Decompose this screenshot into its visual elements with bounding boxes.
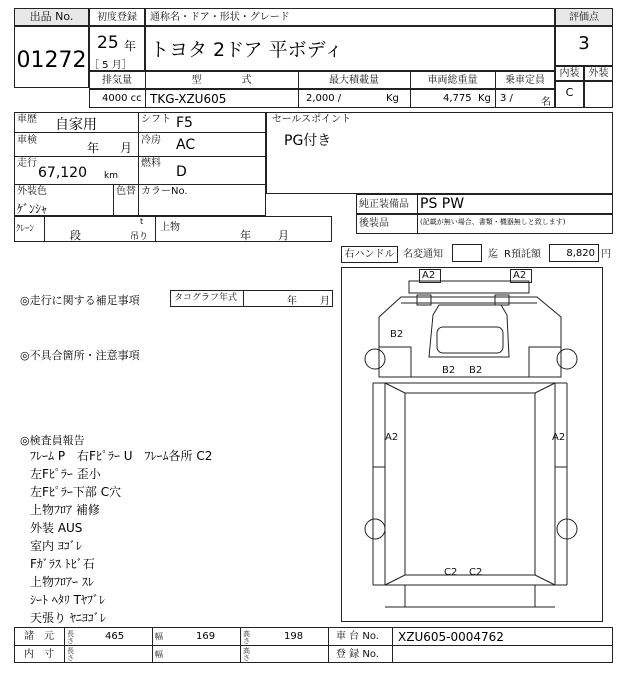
length: 465 bbox=[105, 631, 125, 642]
reg-month: ［ 5 月］ bbox=[89, 60, 132, 71]
lot-no: 01272 bbox=[16, 48, 87, 73]
aftermarket-label: 後装品 bbox=[359, 218, 389, 229]
model-label: 型 式 bbox=[191, 75, 252, 86]
width: 169 bbox=[196, 631, 216, 642]
sales-point-label: セールスポイント bbox=[272, 114, 352, 125]
inspector-line: 外装 AUS bbox=[30, 521, 83, 535]
ext-color: ｹﾞﾝｼｬ bbox=[17, 202, 48, 216]
r-mileage-label: R預託額 bbox=[504, 249, 541, 260]
details-box bbox=[14, 112, 266, 216]
score: 3 bbox=[578, 33, 590, 54]
inspector-line: 天張り ﾔﾆﾖｺﾞﾚ bbox=[30, 611, 106, 625]
genuine-equipment: PS PW bbox=[420, 196, 465, 212]
first-reg-label: 初度登録 bbox=[97, 12, 137, 23]
height: 198 bbox=[284, 631, 304, 642]
aircon-label: 冷房 bbox=[141, 135, 161, 146]
aircon: AC bbox=[176, 137, 196, 153]
color-change-label: 色替 bbox=[116, 186, 136, 197]
inspection-month: 月 bbox=[120, 141, 133, 155]
name-change-label: 名変通知 bbox=[403, 249, 443, 260]
reg-year: 25 bbox=[97, 33, 119, 53]
diagram-mark: A2 bbox=[513, 270, 527, 281]
length-label-inner: 長さ bbox=[67, 647, 74, 662]
crane-label: ｸﾚｰﾝ bbox=[16, 224, 35, 234]
inspection-year: 年 bbox=[87, 141, 100, 155]
tacho-month: 月 bbox=[320, 296, 330, 307]
crane-ton: t bbox=[140, 217, 144, 226]
inner-label: 内 寸 bbox=[24, 649, 54, 660]
capacity-label: 乗車定員 bbox=[505, 75, 545, 86]
color-code-label: カラーNo. bbox=[141, 186, 188, 197]
tacho-label: タコグラフ年式 bbox=[174, 293, 238, 303]
odometer-label: 迄 bbox=[488, 249, 498, 260]
gross-weight: 4,775 bbox=[443, 93, 472, 104]
inspector-line: 左Fﾋﾟﾗｰ 歪小 bbox=[30, 467, 101, 481]
capacity: 3 / bbox=[500, 93, 513, 104]
diagram-mark: B2 bbox=[390, 329, 404, 340]
inspector-line: ﾌﾚｰﾑ P 右Fﾋﾟﾗｰ U ﾌﾚｰﾑ各所 C2 bbox=[30, 449, 213, 463]
shift: F5 bbox=[176, 115, 193, 131]
fuel: D bbox=[176, 164, 187, 180]
mileage-label: 走行 bbox=[17, 158, 37, 169]
gross-weight-label: 車両総重量 bbox=[427, 75, 478, 86]
capacity-unit: 名 bbox=[541, 97, 551, 108]
car-name-label: 通称名・ドア・形状・グレード bbox=[150, 12, 290, 23]
defect-label: ◎不具合箇所・注意事項 bbox=[20, 349, 140, 362]
diagram-mark: A2 bbox=[552, 432, 566, 443]
exterior-label: 外装 bbox=[588, 68, 609, 79]
inspector-label: ◎検査員報告 bbox=[20, 434, 85, 447]
diagram-mark: A2 bbox=[385, 432, 399, 443]
inspector-line: Fｶﾞﾗｽ ﾄﾋﾞ石 bbox=[30, 557, 95, 571]
width-label: 幅 bbox=[155, 632, 163, 641]
width-label-inner: 幅 bbox=[155, 650, 163, 659]
max-load-unit: Kg bbox=[386, 93, 399, 104]
sales-point: PG付き bbox=[284, 133, 332, 149]
tacho-year: 年 bbox=[287, 296, 297, 307]
inspector-line: ｼｰﾄ ﾍﾀﾘ Tﾔﾌﾞﾚ bbox=[30, 593, 105, 607]
inspector-line: 上物ﾌﾛｱｰ ｽﾚ bbox=[30, 575, 94, 589]
genuine-equipment-label: 純正装備品 bbox=[359, 199, 409, 210]
height-label: 高さ bbox=[243, 630, 250, 645]
crane-hook: 吊り bbox=[130, 232, 149, 242]
interior-label: 内装 bbox=[559, 68, 580, 79]
ext-color-label: 外装色 bbox=[17, 186, 47, 197]
max-load: 2,000 / bbox=[306, 93, 342, 104]
chassis: XZU605-0004762 bbox=[398, 630, 504, 644]
reg-year-unit: 年 bbox=[124, 39, 137, 53]
displacement: 4000 cc bbox=[102, 93, 142, 104]
body-label: 上物 bbox=[160, 222, 180, 233]
aftermarket-note: (記載が無い場合、書類・機器無しと致します) bbox=[420, 218, 566, 226]
name-change-box bbox=[452, 244, 482, 262]
r-mileage: 8,820 bbox=[566, 248, 595, 259]
interior-grade: C bbox=[565, 86, 574, 99]
history: 自家用 bbox=[55, 117, 97, 133]
mileage: 67,120 bbox=[38, 165, 87, 181]
gross-weight-unit: Kg bbox=[478, 93, 491, 104]
diagram-mark: B2 bbox=[469, 365, 483, 376]
driving-notes-label: ◎走行に関する補足事項 bbox=[20, 294, 140, 307]
reg-label: 登 録 No. bbox=[336, 649, 379, 660]
inspector-line: 上物ﾌﾛｱ 補修 bbox=[30, 503, 100, 517]
chassis-label: 車 台 No. bbox=[336, 631, 379, 642]
crane-stage: 段 bbox=[70, 229, 81, 242]
displacement-label: 排気量 bbox=[102, 75, 132, 86]
max-load-label: 最大積載量 bbox=[329, 75, 379, 86]
mileage-unit: km bbox=[104, 171, 118, 181]
specs-label: 諸 元 bbox=[24, 631, 54, 642]
r-mileage-unit: 円 bbox=[601, 249, 611, 260]
exterior-grade-box bbox=[584, 81, 613, 108]
inspector-line: 左Fﾋﾟﾗｰ下部 C穴 bbox=[30, 485, 122, 499]
diagram-mark: C2 bbox=[469, 567, 483, 578]
shift-label: シフト bbox=[141, 114, 171, 125]
inspector-line: 室内 ﾖｺﾞﾚ bbox=[30, 539, 82, 553]
fuel-label: 燃料 bbox=[141, 158, 161, 169]
inspection-label: 車検 bbox=[17, 135, 37, 146]
diagram-mark: B2 bbox=[442, 365, 456, 376]
handle: 右ハンドル bbox=[344, 249, 395, 260]
history-label: 車歴 bbox=[17, 114, 37, 125]
length-label: 長さ bbox=[67, 630, 74, 645]
car-name: トヨタ 2ドア 平ボディ bbox=[150, 39, 344, 61]
model: TKG-XZU605 bbox=[150, 92, 227, 106]
body-month: 月 bbox=[278, 229, 289, 242]
diagram-mark: C2 bbox=[444, 567, 458, 578]
diagram-mark: A2 bbox=[422, 270, 436, 281]
body-year: 年 bbox=[240, 229, 251, 242]
height-label-inner: 高さ bbox=[243, 647, 250, 662]
lot-no-label: 出品 No. bbox=[29, 10, 74, 23]
score-label: 評価点 bbox=[569, 12, 599, 23]
